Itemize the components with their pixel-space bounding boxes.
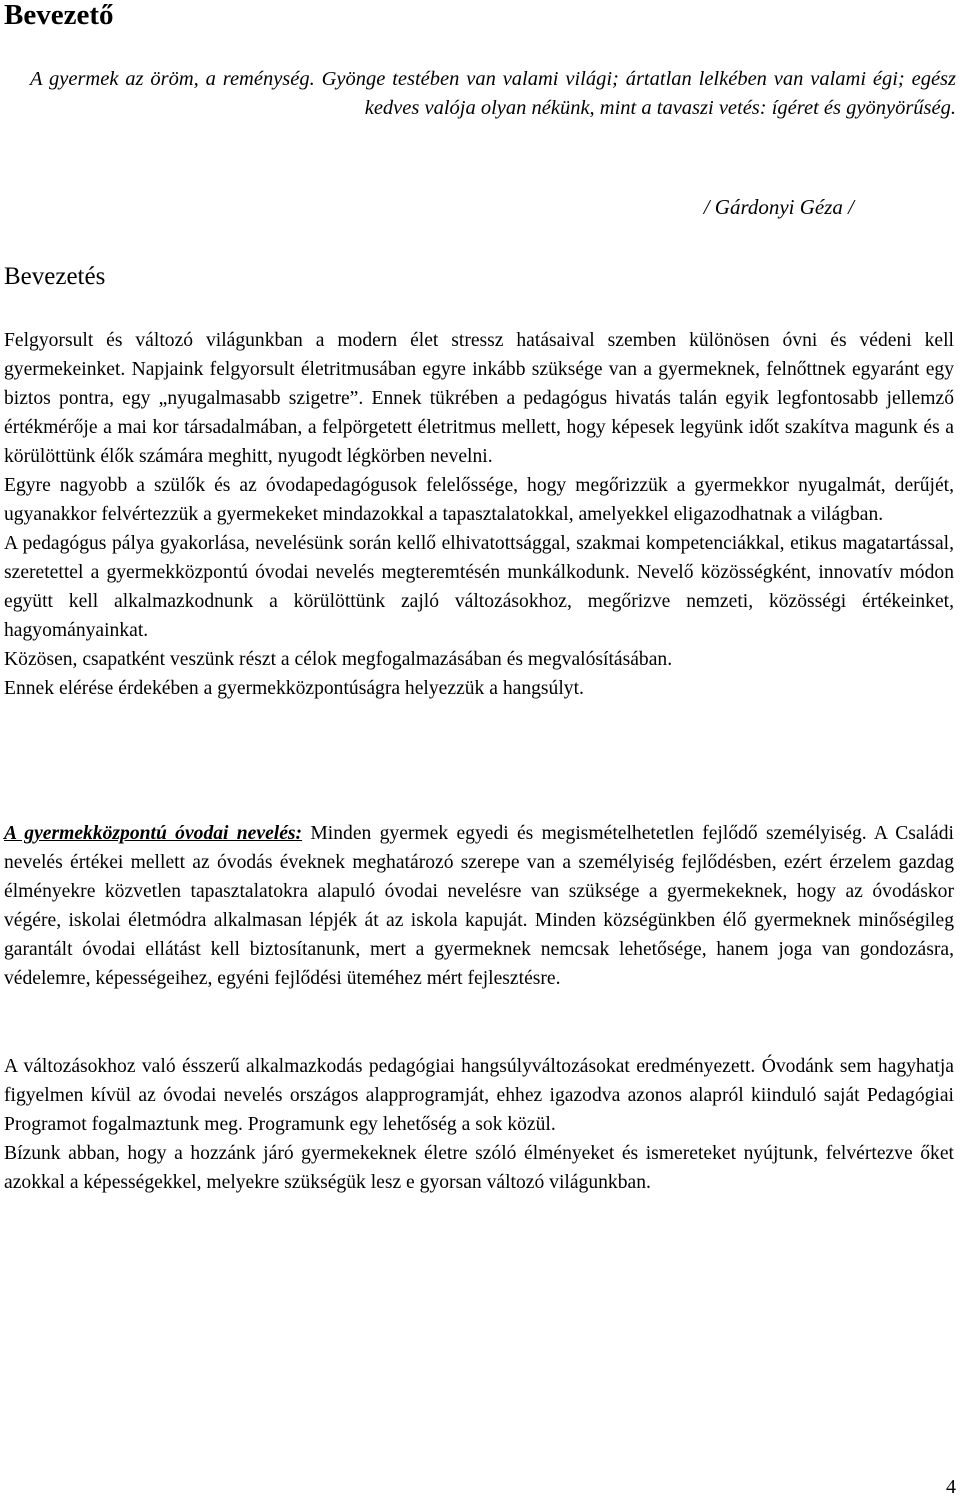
page-title: Bevezető (4, 0, 114, 31)
motto-author: / Gárdonyi Géza / (703, 195, 854, 219)
paragraph-together: Közösen, csapatként veszünk részt a célok megfogalmazásában és megvalósításában. (4, 649, 673, 670)
paragraph-adaptation: A változásokhoz való ésszerű alkalmazkodás pedagógiai hangsúlyváltozásokat eredményezett. Óvodánk sem hagyhatja figyelmen kívül az óvodai nevelés országos alapprogramját, ehhez igazodva azonos alapról kiinduló saját Pedagógiai Programot fogalmaztunk meg. Programunk egy lehetőség a sok közül. (4, 1056, 954, 1135)
child-centered-section (4, 819, 954, 993)
paragraph-trust: Bízunk abban, hogy a hozzánk járó gyermekeknek életre szóló élményeket és ismereteket nyújtunk, felvértezve őket azokkal a képességekkel, melyekre szükségük lesz e gyorsan változó világunkban. (4, 1143, 954, 1193)
section-heading: Bevezetés (4, 263, 106, 290)
paragraph-responsibility: Egyre nagyobb a szülők és az óvodapedagógusok felelőssége, hogy megőrizzük a gyermekkor nyugalmát, derűjét, ugyanakkor felvértezzük a gyermekeket mindazokkal a tapasztalatokkal, amelyekkel eligazodhatnak a világban. (4, 475, 954, 525)
paragraph-emphasis: Ennek elérése érdekében a gyermekközpontúságra helyezzük a hangsúlyt. (4, 678, 584, 699)
child-centered-text: Minden gyermek egyedi és megismételhetetlen fejlődő személyiség. A Családi nevelés értékei mellett az óvodás éveknek meghatározó szerepe van a személyiség fejlődésben, ezért érzelem gazdag élményekre közvetlen tapasztalatokra alapuló óvodai nevelésre van szüksége a gyermekeknek, hogy az óvodáskor végére, iskolai életmódra alkalmasan lépjék át az iskola kapuját. Minden községünkben élő gyermeknek minőségileg garantált óvodai ellátást kell biztosítanunk, mert a gyermeknek nemcsak lehetősége, hanem joga van gondozásra, védelemre, képességeihez, egyéni fejlődési üteméhez mért fejlesztésre. (4, 823, 954, 989)
page-number: 4 (946, 1476, 956, 1498)
program-paragraphs (4, 1052, 954, 1197)
paragraph-fast-world: Felgyorsult és változó világunkban a modern élet stressz hatásaival szemben különösen óvni és védeni kell gyermekeinket. Napjaink felgyorsult életritmusában egyre inkább szüksége van a gyermeknek, felnőttnek egyaránt egy biztos pontra, egy „nyugalmasabb szigetre”. Ennek tükrében a pedagógus hivatás talán egyik legfontosabb jellemző értékmérője a mai kor társadalmában, a felpörgetett életritmus mellett, hogy képesek legyünk időt szakítva magunk és a körülöttünk élők számára meghitt, nyugodt légkörben nevelni. (4, 330, 954, 467)
paragraph-child-centered (4, 819, 954, 993)
child-centered-label: A gyermekközpontú óvodai nevelés: (4, 823, 303, 844)
motto-quote: A gyermek az öröm, a reménység. Gyönge testében van valami világi; ártatlan lelkében van valami égi; egész kedves valója olyan nékünk, mint a tavaszi vetés: ígéret és gyönyörűség. (30, 68, 956, 119)
introduction-paragraphs (4, 326, 954, 703)
paragraph-pedagogue-career: A pedagógus pálya gyakorlása, nevelésünk során kellő elhivatottsággal, szakmai kompetenciákkal, etikus magatartással, szeretettel a gyermekközpontú óvodai nevelés megteremtésén munkálkodunk. Nevelő közösségként, innovatív módon együtt kell alkalmazkodnunk a körülöttünk zajló változásokhoz, megőrizve nemzeti, közösségi értékeinket, hagyományainkat. (4, 533, 954, 641)
